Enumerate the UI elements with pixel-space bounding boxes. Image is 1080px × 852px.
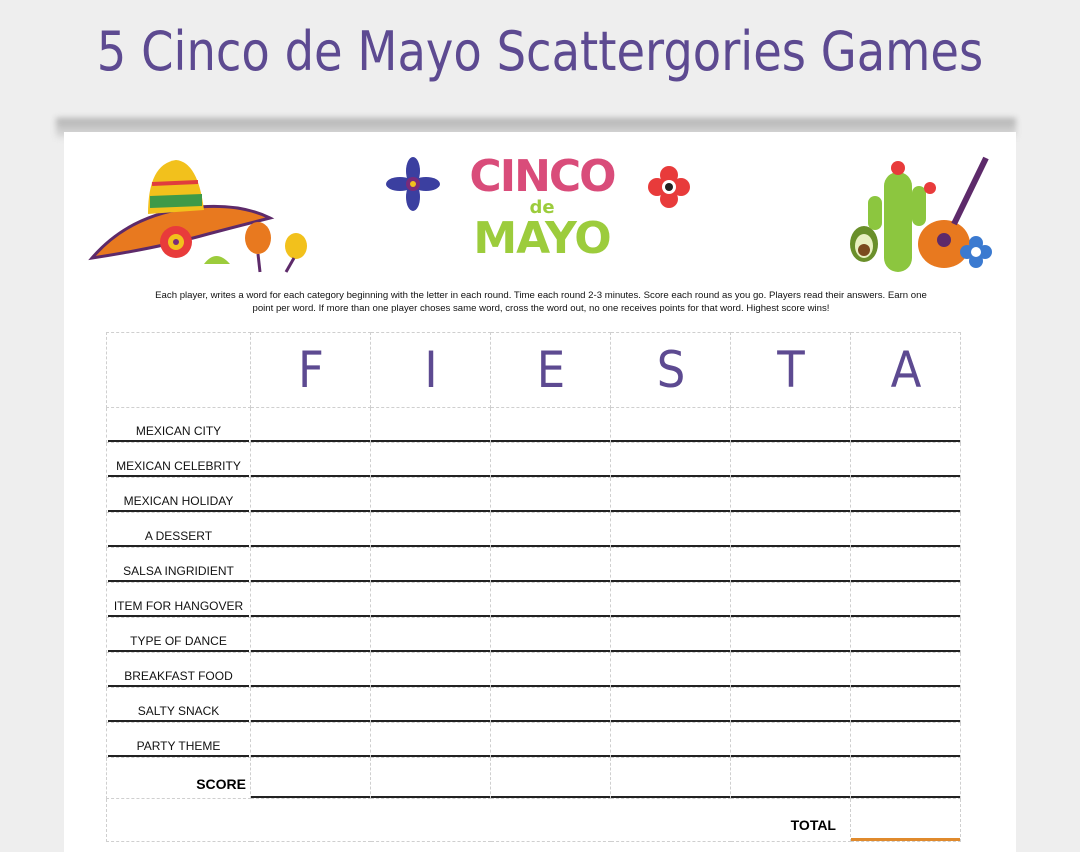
answer-field[interactable]	[371, 618, 491, 653]
score-field[interactable]	[851, 758, 961, 799]
total-field[interactable]	[851, 799, 961, 842]
logo-line-3: MAYO	[473, 213, 611, 264]
letter-header: F	[257, 333, 365, 408]
answer-field[interactable]	[251, 688, 371, 723]
letters-row	[107, 333, 961, 408]
answer-field[interactable]	[611, 443, 731, 478]
instructions-text: Each player, writes a word for each category beginning with the letter in each round. Time each round 2-3 minutes. Score each round as you go. Players read their answers. Earn one point per word. If more than one player choses same word, cross the word out, no one receives points for that word. Highest score wins!	[155, 290, 927, 314]
answer-field[interactable]	[491, 653, 611, 688]
category-row	[107, 443, 961, 478]
scattergories-grid	[106, 332, 961, 842]
category-row	[107, 408, 961, 443]
answer-field[interactable]	[611, 618, 731, 653]
category-row	[107, 583, 961, 618]
answer-field[interactable]	[731, 513, 851, 548]
answer-field[interactable]	[851, 723, 961, 758]
category-label-cell	[107, 443, 251, 478]
answer-field[interactable]	[371, 443, 491, 478]
category-label: TYPE OF DANCE	[108, 634, 249, 652]
category-label: PARTY THEME	[108, 739, 249, 757]
answer-field[interactable]	[371, 723, 491, 758]
cinco-de-mayo-logo	[452, 151, 632, 274]
answer-field[interactable]	[611, 583, 731, 618]
logo-line-1: CINCO	[469, 151, 615, 202]
category-label: MEXICAN HOLIDAY	[108, 494, 249, 512]
answer-field[interactable]	[491, 443, 611, 478]
answer-field[interactable]	[851, 443, 961, 478]
answer-field[interactable]	[251, 548, 371, 583]
category-row	[107, 723, 961, 758]
answer-field[interactable]	[731, 408, 851, 443]
answer-field[interactable]	[611, 723, 731, 758]
answer-field[interactable]	[251, 618, 371, 653]
category-row	[107, 513, 961, 548]
answer-field[interactable]	[251, 653, 371, 688]
answer-field[interactable]	[491, 548, 611, 583]
category-label: A DESSERT	[108, 529, 249, 547]
answer-field[interactable]	[731, 583, 851, 618]
answer-field[interactable]	[731, 688, 851, 723]
category-label-cell	[107, 478, 251, 513]
letter-header: S	[617, 333, 725, 408]
answer-field[interactable]	[851, 548, 961, 583]
answer-field[interactable]	[251, 478, 371, 513]
category-row	[107, 478, 961, 513]
letter-header: T	[737, 333, 845, 408]
total-row	[107, 799, 961, 842]
answer-field[interactable]	[731, 653, 851, 688]
answer-field[interactable]	[251, 408, 371, 443]
answer-field[interactable]	[731, 478, 851, 513]
answer-field[interactable]	[251, 513, 371, 548]
score-field[interactable]	[611, 758, 731, 799]
answer-field[interactable]	[851, 688, 961, 723]
category-label-cell	[107, 688, 251, 723]
answer-field[interactable]	[371, 653, 491, 688]
letter-header: E	[497, 333, 605, 408]
category-label-cell	[107, 513, 251, 548]
category-row	[107, 548, 961, 583]
answer-field[interactable]	[851, 583, 961, 618]
cactus-guitar-illustration	[846, 152, 996, 276]
answer-field[interactable]	[491, 618, 611, 653]
category-label: BREAKFAST FOOD	[108, 669, 249, 687]
answer-field[interactable]	[491, 408, 611, 443]
answer-field[interactable]	[851, 653, 961, 688]
answer-field[interactable]	[371, 688, 491, 723]
category-label-cell	[107, 618, 251, 653]
answer-field[interactable]	[611, 408, 731, 443]
category-label-cell	[107, 408, 251, 443]
blue-flower-icon	[386, 154, 440, 214]
score-field[interactable]	[491, 758, 611, 799]
answer-field[interactable]	[251, 583, 371, 618]
category-label: ITEM FOR HANGOVER	[108, 599, 249, 617]
answer-field[interactable]	[611, 653, 731, 688]
answer-field[interactable]	[851, 618, 961, 653]
answer-field[interactable]	[251, 723, 371, 758]
answer-field[interactable]	[731, 443, 851, 478]
score-label: SCORE	[107, 758, 251, 799]
answer-field[interactable]	[731, 548, 851, 583]
page-title: 5 Cinco de Mayo Scattergories Games	[96, 20, 984, 83]
answer-field[interactable]	[851, 408, 961, 443]
total-label: TOTAL	[107, 799, 851, 842]
answer-field[interactable]	[371, 478, 491, 513]
answer-field[interactable]	[491, 513, 611, 548]
category-row	[107, 688, 961, 723]
answer-field[interactable]	[371, 408, 491, 443]
score-row	[107, 758, 961, 799]
answer-field[interactable]	[491, 583, 611, 618]
answer-field[interactable]	[611, 478, 731, 513]
category-row	[107, 618, 961, 653]
answer-field[interactable]	[611, 688, 731, 723]
category-label-cell	[107, 653, 251, 688]
answer-field[interactable]	[731, 723, 851, 758]
answer-field[interactable]	[491, 723, 611, 758]
answer-field[interactable]	[611, 513, 731, 548]
category-label: SALTY SNACK	[108, 704, 249, 722]
score-field[interactable]	[731, 758, 851, 799]
score-field[interactable]	[371, 758, 491, 799]
category-label-cell	[107, 583, 251, 618]
answer-field[interactable]	[611, 548, 731, 583]
score-field[interactable]	[251, 758, 371, 799]
letter-header: A	[856, 333, 955, 408]
category-label-cell	[107, 548, 251, 583]
category-label: SALSA INGRIDIENT	[108, 564, 249, 582]
answer-field[interactable]	[371, 548, 491, 583]
answer-field[interactable]	[491, 478, 611, 513]
answer-field[interactable]	[851, 478, 961, 513]
answer-field[interactable]	[371, 513, 491, 548]
red-flower-icon	[644, 162, 694, 212]
category-label-cell	[107, 723, 251, 758]
answer-field[interactable]	[851, 513, 961, 548]
answer-field[interactable]	[251, 443, 371, 478]
category-label: MEXICAN CITY	[108, 424, 249, 442]
category-label: MEXICAN CELEBRITY	[108, 459, 249, 477]
logo-line-2: de	[529, 197, 555, 218]
corner-cell	[107, 333, 251, 408]
sombrero-maracas-illustration	[88, 156, 318, 276]
answer-field[interactable]	[371, 583, 491, 618]
letter-header: I	[377, 333, 485, 408]
category-row	[107, 653, 961, 688]
answer-field[interactable]	[491, 688, 611, 723]
answer-field[interactable]	[731, 618, 851, 653]
